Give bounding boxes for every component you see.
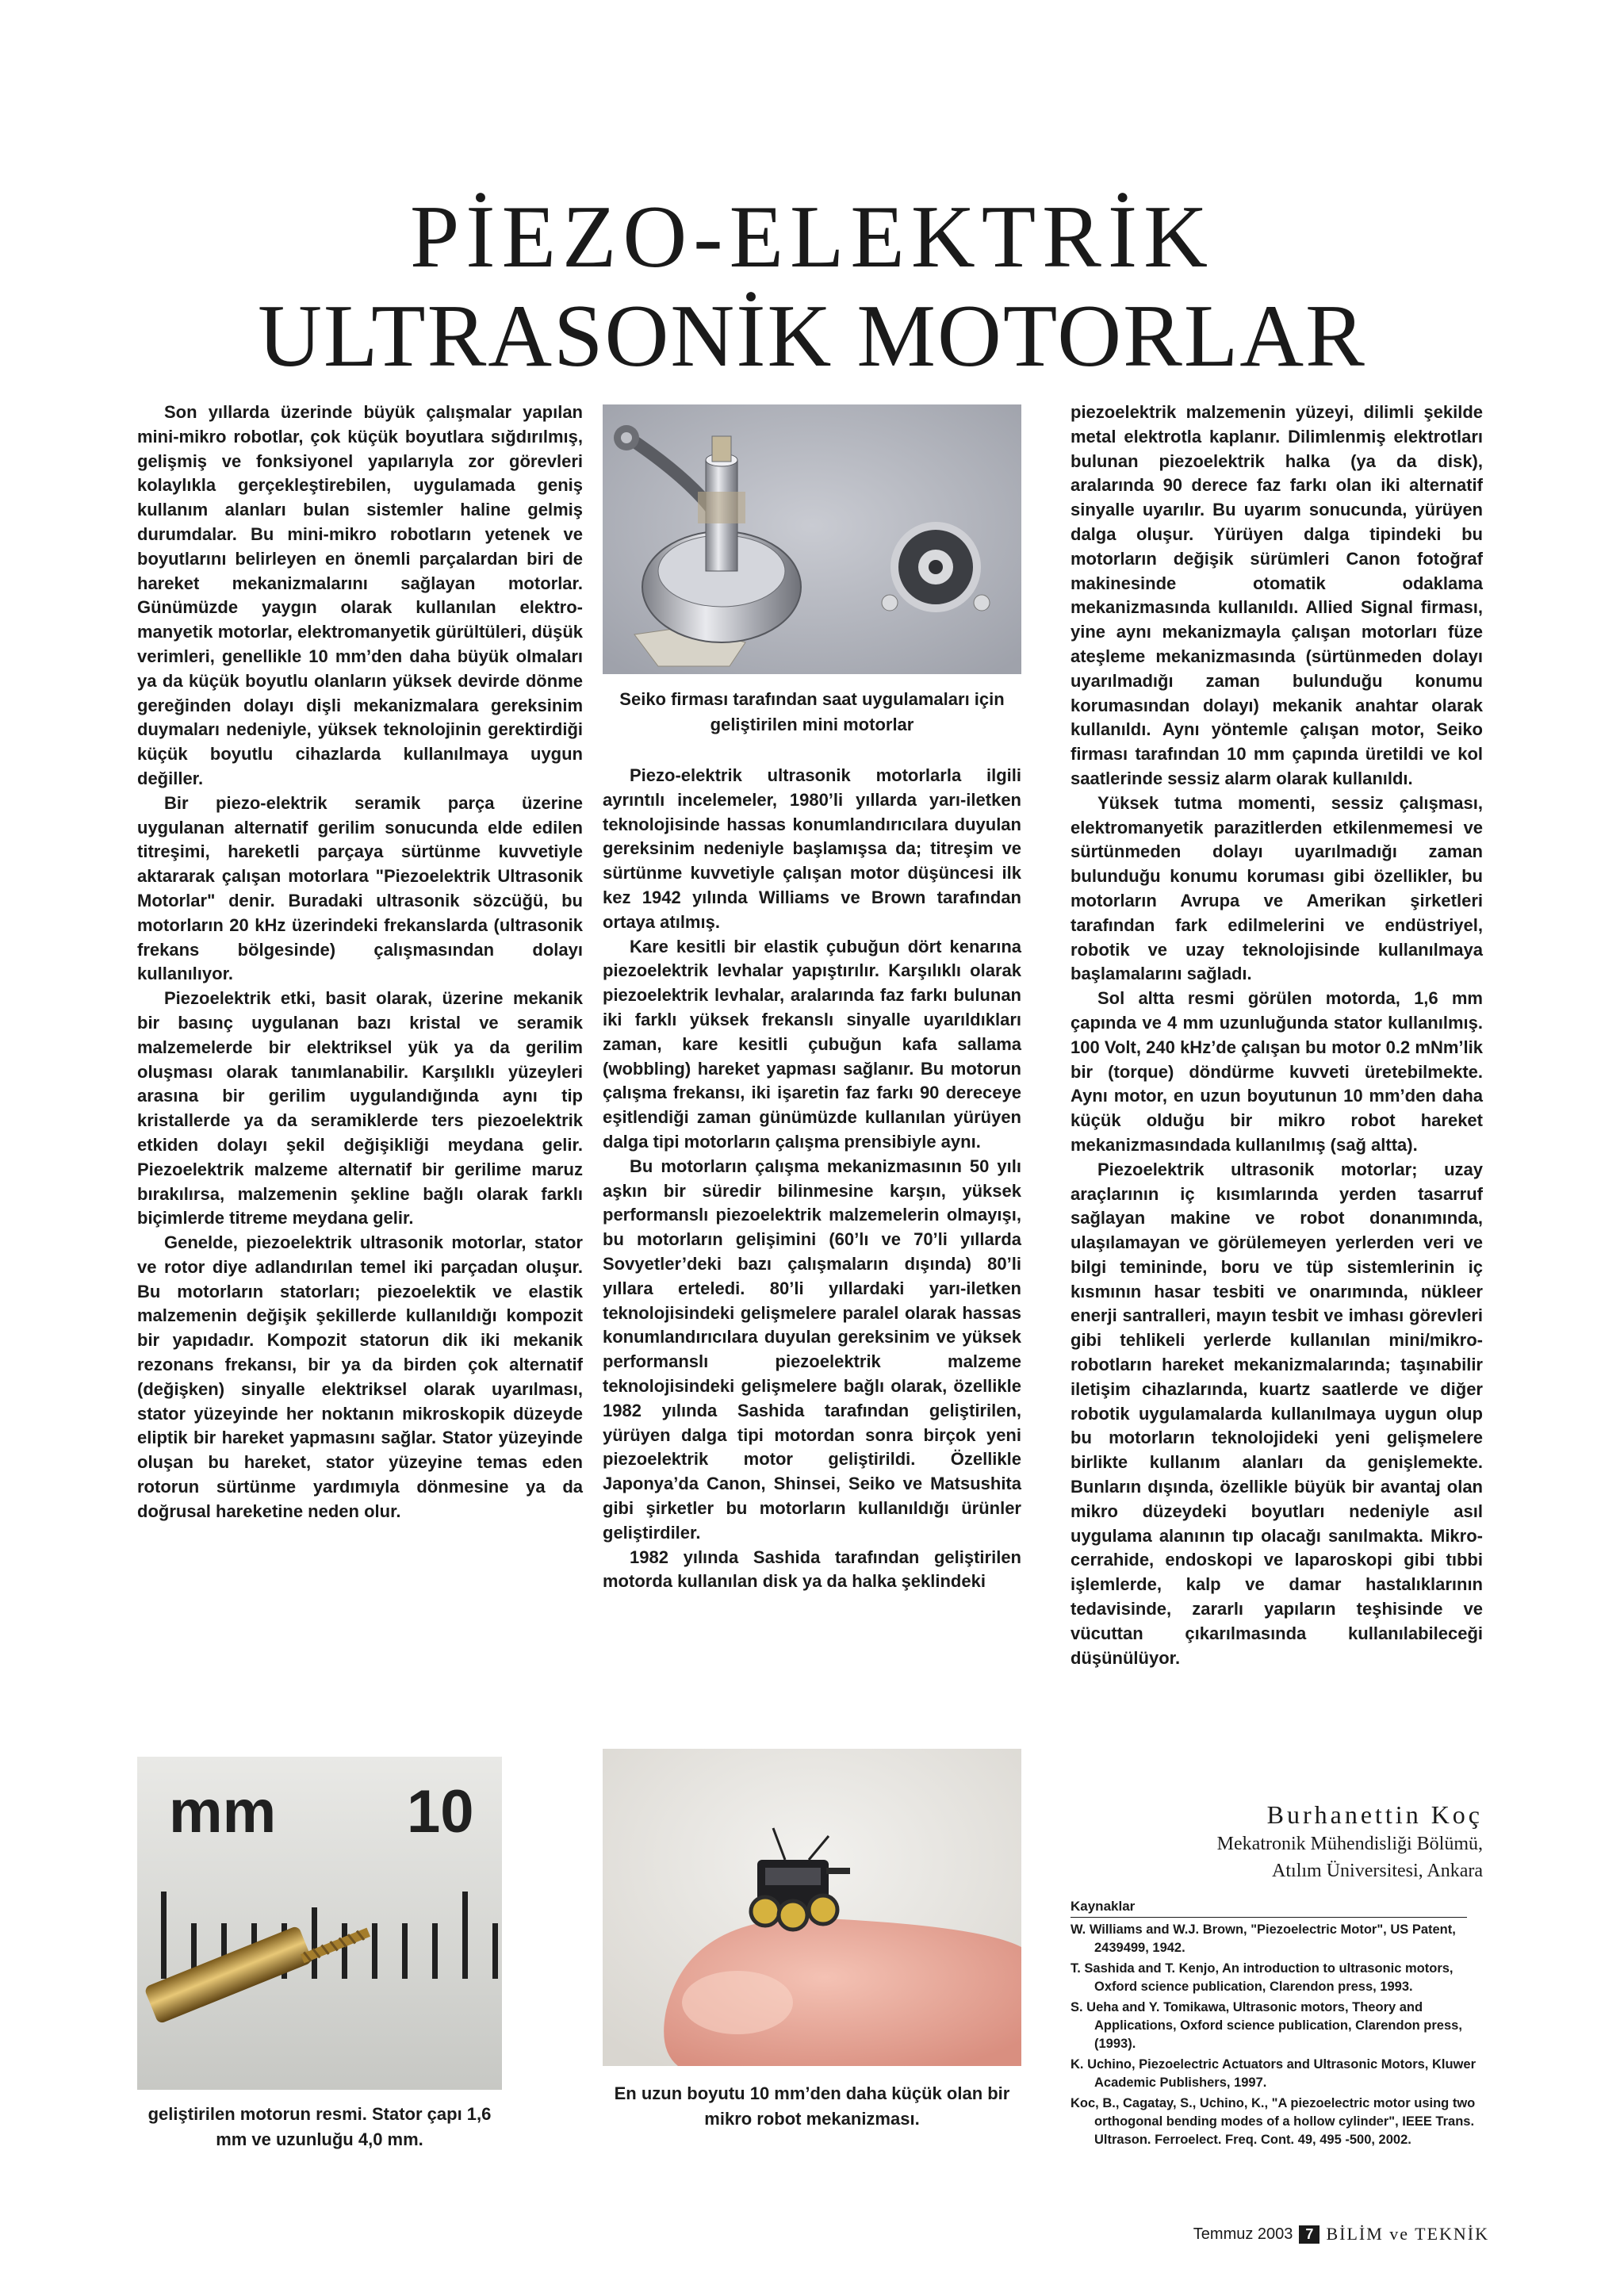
paragraph: Bu motorların çalışma mekanizmasının 50 yılı aşkın bir süredir bilinmesine karşın, yüksek performanslı piezoelektrik malzemelerin olmayışı, bu motorların gelişimini (60’lı ve 70’li yıllarda Sovyetler’deki bazı çalışmaların dışında) 80’li yıllara erteledi. 80’li yıllardaki yarı-iletken teknolojisindeki gelişmelere paralel olarak hassas konumlandırıcılara duyulan gereksinim ve yüksek performanslı piezoelektrik malzeme teknolojisindeki gelişmelere bağlı olarak, özellikle 1982 yılında Sashida tarafından geliştirilen, yürüyen dalga tipi motordan sonra birçok yeni piezoelektrik motor geliştirildi. Özellikle Japonya’da Canon, Shinsei, Seiko ve Matsushita gibi şirketler bu motorların kullanıldığı ürünler geliştirdiler. [603,1156,1021,1543]
ruler-tick [402,1923,408,1979]
issue-date: Temmuz 2003 [1193,2225,1293,2243]
paragraph: Piezo-elektrik ultrasonik motorlarla ilgili ayrıntılı incelemeler, 1980’li yıllarda yarı-iletken teknolojisinde hassas konumlandırıcılara duyulan gereksinim nedeniyle başlamışsa da; titreşim ve sürtünme kuvvetiyle çalışan motor düşüncesi ilk kez 1942 yılında Williams ve Brown tarafından ortaya atılmış. [603,765,1021,932]
ruler-unit-label: mm [169,1778,277,1846]
caption-micro-robot: En uzun boyutu 10 mm’den daha küçük olan bir mikro robot mekanizması. [614,2083,1010,2129]
reference-item: W. Williams and W.J. Brown, "Piezoelectric Motor", US Patent, 2439499, 1942. [1071,1922,1456,1955]
author-department: Mekatronik Mühendisliği Bölümü, [1216,1834,1483,1854]
paragraph: Sol altta resmi görülen motorda, 1,6 mm çapında ve 4 mm uzunluğunda stator kullanılmış. 100 Volt, 240 kHz’de çalışan bu motor 0.2 mNm’lik bir (torque) döndürme kuvveti üretebilmekte. Aynı motor, en uzun boyutunun 10 mm’den daha küçük olduğu bir mikro robot hareket mekanizmasındada kullanılmış (sağ altta). [1071,988,1483,1155]
title-line-2: ULTRASONİK MOTORLAR [258,287,1366,385]
magazine-brand: BİLİM ve TEKNİK [1326,2224,1489,2244]
author-university: Atılım Üniversitesi, Ankara [1272,1861,1483,1881]
ruler-tick [342,1923,347,1979]
column-2 [603,764,1021,1594]
ruler-tick [432,1923,438,1979]
caption-seiko-motors: Seiko firması tarafından saat uygulamaları için geliştirilen mini motorlar [619,689,1005,734]
seiko-motors-photo [603,404,1021,674]
paragraph: Son yıllarda üzerinde büyük çalışmalar yapılan mini-mikro robotlar, çok küçük boyutlara sığdırılmış, gelişmiş ve fonksiyonel yapılarıyla zor görevleri kolaylıkla gerçekleştirebilen, uygulamada geniş kullanım alanları bulan sistemler haline gelmiş durumdalar. Bu mini-mikro robotların yetenek ve boyutlarını belirleyen en önemli parçalardan biri de hareket mekanizmalarını sağlayan motorlar. Günümüzde yaygın olarak kullanılan elektro-manyetik motorlar, elektromanyetik gürültüleri, düşük verimleri, genellikle 10 mm’den daha büyük olmaları ya da küçük boyutlu olanların yüksek devirde dönme gereğinden dolayı dişli mekanizmalara gereksinim duymaları nedeniyle, yüksek teknolojinin gerektirdiği küçük boyutlu cihazlarda kullanılmaya uygun değiller. [137,402,583,788]
ruler-tick [372,1923,377,1979]
reference-item: Koc, B., Cagatay, S., Uchino, K., "A piezoelectric motor using two orthogonal bending modes of a hollow cylinder", IEEE Trans. Ultrason. Ferroelect. Freq. Cont. 49, 495 -500, 2002. [1071,2096,1476,2147]
micro-robot-finger-photo [603,1749,1021,2066]
paragraph: Piezoelektrik ultrasonik motorlar; uzay araçlarının iç kısımlarında yerden tasarruf sağlayan makine ve robot donanımında, ulaşılamayan ve görülemeyen yerlerden veri ve bilgi temininde, boru ve tüp sistemlerinin iç kısmının hasar tesbiti ve onarımında, nükleer enerji santralleri, mayın tesbit ve imhası görevleri gibi tehlikeli yerlerde kullanılan mini/mikro-robotların hareket mekanizmalarında; taşınabilir iletişim cihazlarında, kuartz saatlerde ve diğer robotik uygulamalarda kullanılmaya uygun olup bu motorların teknolojideki yeni gelişmelere birlikte kullanım alanları da genişlemekte. Bunların dışında, özellikle büyük bir avantaj olan mikro düzeydeki boyutları nedeniyle asıl uygulama alanının tıp olacağı sanılmakta. Mikro-cerrahide, endoskopi ve laparoskopi gibi tıbbi işlemlerde, kalp ve damar hastalıklarının tedavisinde, zararlı yapıların teşhisinde ve vücuttan çıkarılmasında kullanılabileceği düşünülüyor. [1071,1159,1483,1668]
ruler-tick [161,1892,167,1979]
ruler-tick [312,1907,317,1979]
ruler-tick [492,1923,498,1979]
page-number: 7 [1299,2225,1320,2244]
reference-item: S. Ueha and Y. Tomikawa, Ultrasonic motors, Theory and Applications, Oxford science publication, Clarendon press, (1993). [1071,2000,1462,2051]
ruler-motor-photo [137,1757,502,2090]
paragraph: Piezoelektrik etki, basit olarak, üzerine mekanik bir basınç uygulanan bazı kristal ve seramik malzemelerde bir elektriksel yük ya da gerilim oluşması olarak tanımlanabilir. Karşılıklı yüzeyleri arasına bir gerilim uygulandığında aynı tip kristallerde ya da seramiklerde ters piezoelektrik etkiden dolayı şekil değişikliği meydana gelir. Piezoelektrik malzeme alternatif bir gerilime maruz bırakılırsa, malzemenin şekline bağlı olarak farklı biçimlerde titreme meydana gelir. [137,988,583,1228]
author-block [1071,1799,1483,1884]
caption-motor-size: geliştirilen motorun resmi. Stator çapı 1,6 mm ve uzunluğu 4,0 mm. [147,2104,492,2149]
paragraph: Bir piezo-elektrik seramik parça üzerine uygulanan alternatif gerilim sonucunda elde edilen titreşimi, hareketli parçaya sürtünme kuvvetiyle aktararak çalışan motorlara "Piezoelektrik Ultrasonik Motorlar" denir. Buradaki ultrasonik sözcüğü, bu motorların 20 kHz üzerindeki frekanslarda (ultrasonik frekans bölgesinde) çalışmasından dolayı kullanılıyor. [137,792,583,984]
references [1071,1897,1483,2152]
column-3 [1071,401,1483,1670]
title-line-1: PİEZO-ELEKTRİK [409,188,1214,286]
paragraph: 1982 yılında Sashida tarafından geliştirilen motorda kullanılan disk ya da halka şeklindeki [603,1547,1021,1592]
author-name: Burhanettin Koç [1266,1800,1483,1829]
paragraph: Yüksek tutma momenti, sessiz çalışması, elektromanyetik parazitlerden etkilenmemesi ve sürtünmeden dolayı uyarılmadığı zaman bulunduğu konumu koruması gibi özellikler, bu motorların Avrupa ve Amerikan şirketleri tarafından fark edilmelerini ve endüstriyel, robotik ve uzay teknolojisinde kullanılmaya başlamalarını sağladı. [1071,792,1483,984]
paragraph: piezoelektrik malzemenin yüzeyi, dilimli şekilde metal elektrotla kaplanır. Dilimlenmiş elektrotları bulunan piezoelektrik halka (ya da disk), aralarında 90 derece faz farkı olan iki alternatif sinyalle uyarılır. Bu uyarım sonucunda, yürüyen dalga oluşur. Yürüyen dalga tipindeki bu motorların değişik sürümleri Canon fotoğraf makinesinde otomatik odaklama mekanizmasında kullanıldı. Allied Signal firması, yine aynı mekanizmayla çalışan motorları füze ateşleme mekanizmasında (sürtünmeden dolayı uyarılmadığı zaman bulunduğu konumu korumasından dolayı) mekanik anahtar olarak kullanıldı. Aynı yöntemle çalışan motor, Seiko firması tarafından 10 mm çapında üretildi ve kol saatlerinde sessiz alarm olarak kullanıldı. [1071,402,1483,788]
ruler-number-label: 10 [407,1778,474,1846]
column-1 [137,401,583,1524]
page-footer [1193,2224,1489,2244]
reference-item: T. Sashida and T. Kenjo, An introduction to ultrasonic motors, Oxford science publication, Clarendon press, 1993. [1071,1961,1454,1994]
reference-item: K. Uchino, Piezoelectric Actuators and Ultrasonic Motors, Kluwer Academic Publishers, 1997. [1071,2057,1476,2090]
references-heading: Kaynaklar [1071,1897,1467,1918]
paragraph: Kare kesitli bir elastik çubuğun dört kenarına piezoelektrik levhalar yapıştırılır. Karşılıklı olarak piezoelektrik levhalar, aralarında faz farkı bulunan iki farklı yüksek frekanslı sinyalle uyarıldıkları zaman, kare kesitli çubuğun kafa sallama (wobbling) hareket yapması sağlanır. Bu motorun çalışma frekansı, iki işaretin faz farkı 90 dereceye eşitlendiği zaman günümüzde kullanılan yürüyen dalga tipi motorların çalışma prensibiyle aynı. [603,936,1021,1152]
paragraph: Genelde, piezoelektrik ultrasonik motorlar, stator ve rotor diye adlandırılan temel iki parçadan oluşur. Bu motorların statorları; piezoelektik ve elastik malzemenin değişik şekillerde kullanıldığı kompozit bir yapıdadır. Kompozit statorun dik iki mekanik rezonans frekansı, bir ya da birden çok alternatif (değişken) sinyalle elektriksel olarak uyarılması, stator yüzeyinde her noktanın mikroskopik düzeyde eliptik bir hareket yapmasını sağlar. Stator yüzeyinde oluşan bu hareket, stator yüzeyine temas eden rotorun sürtünme yardımıyla dönmesine ya da doğrusal hareketine neden olur. [137,1232,583,1521]
ruler-tick [462,1892,468,1979]
